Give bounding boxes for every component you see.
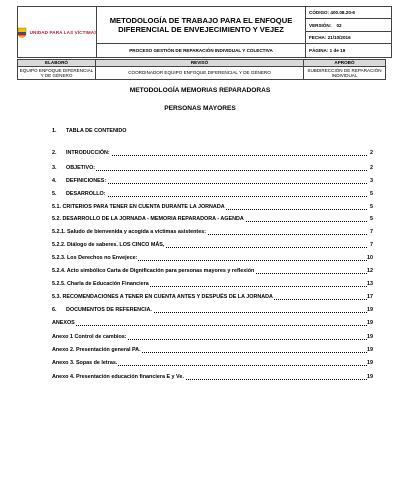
document-title: METODOLOGÍA DE TRABAJO PARA EL ENFOQUE DIFERENCIAL DE ENVEJECIMIENTO Y VEJEZ — [109, 16, 293, 35]
toc-entry-page: 17 — [367, 294, 373, 300]
toc-entry[interactable] — [52, 215, 373, 223]
toc-entry[interactable] — [52, 319, 373, 327]
logo-text: UNIDAD PARA LAS VÍCTIMAS — [29, 29, 98, 35]
toc-entry[interactable] — [52, 333, 373, 341]
toc-entry-title: 5.1. CRITERIOS PARA TENER EN CUENTA DURANTE LA JORNADA — [52, 204, 225, 210]
title-cell — [97, 7, 306, 44]
page-label: PÁGINA: 1 de 19 — [309, 48, 346, 54]
version-label: VERSIÓN: — [309, 22, 332, 28]
toc-entry-page: 5 — [370, 216, 373, 222]
toc-entry[interactable] — [52, 267, 373, 275]
toc-entry-title: 5.2.4. Acto simbólico Carta de Dignificación para personas mayores y reflexión — [52, 268, 255, 274]
toc-entry[interactable] — [52, 293, 373, 301]
toc-entry-page: 2 — [370, 150, 373, 156]
toc-entry[interactable] — [52, 373, 373, 381]
toc-entry-title: Anexo 2. Presentación general PA. — [52, 347, 141, 353]
signature-table — [17, 59, 386, 80]
toc-entry[interactable] — [52, 254, 373, 262]
toc-entry[interactable] — [52, 280, 373, 288]
toc-entry-page: 19 — [367, 307, 373, 313]
toc-entry-title: 5.2.1. Saludo de bienvenida y acogida a víctimas asistentes: — [52, 229, 206, 235]
toc-entry[interactable] — [52, 190, 373, 198]
toc-entry-page: 12 — [367, 268, 373, 274]
toc-entry-number: 2. — [52, 150, 57, 156]
toc-dot-leader — [66, 155, 367, 156]
toc-entry-title: OBJETIVO: — [66, 165, 96, 171]
toc-entry-page: 7 — [370, 229, 373, 235]
document-header — [17, 6, 392, 58]
toc-entry[interactable] — [52, 241, 373, 249]
code-cell — [306, 7, 392, 19]
toc-entry-page: 13 — [367, 281, 373, 287]
toc-entry-title: DESARROLLO: — [66, 191, 106, 197]
elaboro-value: EQUIPO ENFOQUE DIFERENCIAL Y DE GÉNERO — [18, 67, 96, 80]
toc-entry-title: TABLA DE CONTENIDO — [66, 128, 127, 134]
toc-entry-title: 5.2.5. Charla de Educación Financiera — [52, 281, 149, 287]
toc-entry-page: 19 — [367, 360, 373, 366]
toc-entry[interactable] — [52, 306, 373, 314]
toc-entry-page: 19 — [367, 347, 373, 353]
toc-entry-page: 19 — [367, 334, 373, 340]
coat-of-arms-icon — [17, 27, 27, 38]
toc-entry-title: 5.2. DESARROLLO DE LA JORNADA - MEMORIA REPARADORA - AGENDA — [52, 216, 244, 222]
reviso-header: REVISÓ — [96, 60, 304, 67]
toc-entry[interactable] — [52, 228, 373, 236]
elaboro-header: ELABORÓ — [18, 60, 96, 67]
process-cell — [97, 44, 306, 58]
toc-dot-leader — [66, 196, 367, 197]
toc-entry-page: 3 — [370, 178, 373, 184]
page-cell — [306, 44, 392, 58]
toc-entry-title: Anexo 3. Sopas de letras. — [52, 360, 118, 366]
toc-entry[interactable] — [52, 359, 373, 367]
code-label: CÓDIGO: 400.08.20-6 — [309, 10, 355, 16]
version-cell — [306, 19, 392, 31]
toc-entry[interactable] — [52, 346, 373, 354]
toc-entry-title: 5.3. RECOMENDACIONES A TENER EN CUENTA ANTES Y DESPUÉS DE LA JORNADA — [52, 294, 273, 300]
toc-entry[interactable] — [52, 149, 373, 157]
toc-entry-page: 7 — [370, 242, 373, 248]
toc-entry-number: 4. — [52, 178, 57, 184]
aprobo-header: APROBÓ — [304, 60, 386, 67]
toc-entry[interactable] — [52, 203, 373, 211]
version-value: 02 — [336, 22, 342, 28]
toc-entry-page: 5 — [370, 204, 373, 210]
toc-entry-page: 5 — [370, 191, 373, 197]
toc-entry-page: 10 — [367, 255, 373, 261]
toc-entry-number: 1. — [52, 128, 57, 134]
toc-entry[interactable] — [52, 127, 373, 135]
reviso-value: COORDINADOR EQUIPO ENFOQUE DIFERENCIAL Y DE GÉNERO — [96, 67, 304, 80]
toc-dot-leader — [66, 170, 367, 171]
date-label: FECHA: 21/10/2016 — [309, 35, 351, 41]
toc-entry-page: 19 — [367, 320, 373, 326]
document-heading: METODOLOGÍA MEMORIAS REPARADORAS — [129, 87, 271, 94]
toc-entry-title: DEFINICIONES: — [66, 178, 107, 184]
toc-entry-title: ANEXOS — [52, 320, 75, 326]
toc-entry-title: 5.2.3. Los Derechos no Envejece: — [52, 255, 138, 261]
toc-entry[interactable] — [52, 177, 373, 185]
toc-entry-title: 5.2.2. Diálogo de saberes. LOS CINCO MÁS, — [52, 242, 165, 248]
toc-entry-title: Anexo 4. Presentación educación financiera E y Ve. — [52, 374, 184, 380]
toc-entry[interactable] — [52, 164, 373, 172]
toc-dot-leader — [66, 183, 367, 184]
toc-entry-title: Anexo 1 Control de cambios: — [52, 334, 127, 340]
process-label: PROCESO GESTIÓN DE REPARACIÓN INDIVIDUAL Y COLECTIVA — [129, 47, 273, 53]
document-subheading: PERSONAS MAYORES — [164, 105, 236, 112]
toc-entry-page: 19 — [367, 374, 373, 380]
aprobo-value: SUBDIRECCIÓN DE REPARACIÓN INDIVIDUAL — [304, 67, 386, 80]
toc-entry-number: 6. — [52, 307, 57, 313]
toc-entry-number: 3. — [52, 165, 57, 171]
toc-entry-page: 2 — [370, 165, 373, 171]
toc-dot-leader — [52, 325, 367, 326]
logo-cell — [18, 7, 97, 58]
date-cell — [306, 31, 392, 43]
toc-entry-title: INTRODUCCIÓN: — [66, 150, 110, 156]
toc-entry-title: DOCUMENTOS DE REFERENCIA. — [66, 307, 152, 313]
unidad-victimas-logo — [18, 7, 96, 57]
toc-entry-number: 5. — [52, 191, 57, 197]
